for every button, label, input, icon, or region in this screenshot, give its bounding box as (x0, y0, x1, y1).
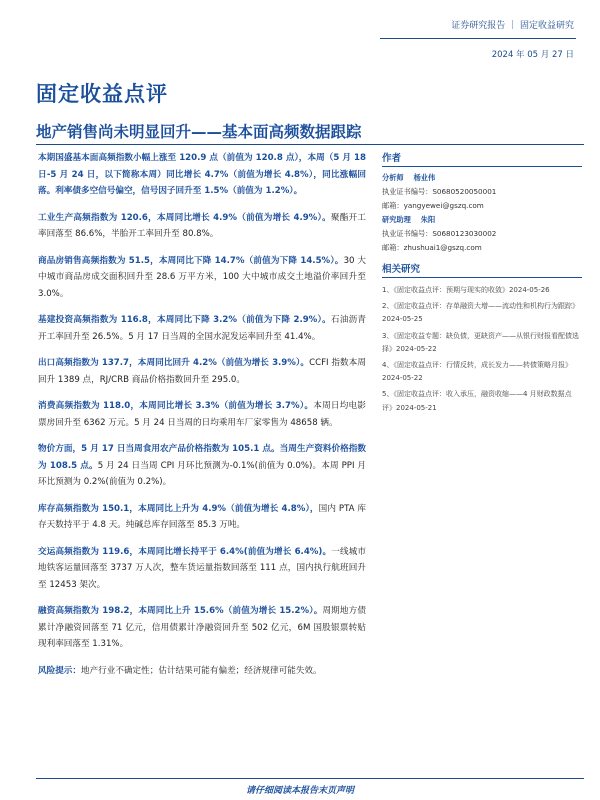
report-body (38, 150, 366, 689)
author-assistant-email[interactable]: 邮箱：zhushuai1@gszq.com (382, 243, 482, 252)
footer-disclaimer: 请仔细阅读本报告末页声明 (245, 786, 354, 796)
report-date: 2024 年 05 月 27 日 (491, 50, 574, 60)
author-analyst: 分析师 杨业伟 (382, 173, 436, 182)
consumption-paragraph: 消费高频指数为 118.0，本周同比增长 3.3%（前值为增长 3.7%）。本周日均电影票房回升至 6362 万元。5 月 24 日当周的日均乘用车厂家零售为 48658 辆。 (38, 401, 366, 428)
authors-heading: 作者 (382, 150, 582, 167)
footer-divider (36, 778, 584, 779)
title-divider (36, 144, 584, 145)
header-divider (380, 38, 576, 39)
related-item[interactable]: 3、《固定收益专题：缺负债，更缺资产——从银行财报看配债选择》2024-05-22 (382, 331, 579, 353)
report-category: 证券研究报告 ｜ 固定收益研究 (451, 21, 574, 31)
infrastructure-paragraph: 基建投资高频指数为 116.8，本周同比下降 3.2%（前值为下降 2.9%）。石油沥青开工率回升至 26.5%。5 月 17 日当周的全国水泥发运率回升至 41.4%。 (38, 315, 366, 342)
summary-paragraph: 本期国盛基本面高频指数小幅上涨至 120.9 点（前值为 120.8 点），本周（5 月 18 日-5 月 24 日，以下简称本周）同比增长 4.7%（前值为增长 4.8%），同比涨幅回落。利率债多空信号偏空，信号因子回升至 1.5%（前值为 1.2%）。 (38, 153, 366, 196)
report-type: 固定收益点评 (36, 82, 168, 106)
housing-paragraph: 商品房销售高频指数为 51.5，本周同比下降 14.7%（前值为下降 14.5%）。30 大中城市商品房成交面积回升至 28.6 万平方米，100 大中城市成交土地溢价率回升至 3.0%。 (38, 255, 366, 299)
industrial-paragraph: 工业生产高频指数为 120.6，本周同比增长 4.9%（前值为增长 4.9%）。聚酯开工率回落至 86.6%，半胎开工率回升至 80.8%。 (38, 212, 366, 239)
related-item[interactable]: 5、《固定收益点评：收入承压，融资收缩——4 月财政数据点评》2024-05-21 (382, 390, 572, 412)
financing-paragraph: 融资高频指数为 198.2，本周同比上升 15.6%（前值为增长 15.2%）。周期地方债累计净融资回落至 71 亿元，信用债累计净融资回升至 502 亿元，6M 国股银票转贴现利率回落至 1.31%。 (38, 606, 366, 649)
author-analyst-email[interactable]: 邮箱：yangyewei@gszq.com (382, 201, 484, 210)
related-heading: 相关研究 (382, 261, 582, 278)
author-analyst-license: 执业证书编号：S0680520050001 (382, 187, 497, 196)
author-assistant-license: 执业证书编号：S0680123030002 (382, 229, 497, 238)
export-paragraph: 出口高频指数为 137.7，本周同比回升 4.2%（前值为增长 3.9%）。CCFI 指数本周回升 1389 点，RJ/CRB 商品价格指数回升至 295.0。 (38, 358, 366, 385)
related-item[interactable]: 2、《固定收益点评：存单融资大增——流动性和机构行为跟踪》2024-05-25 (382, 302, 579, 324)
related-item[interactable]: 1、《固定收益点评：预期与现实的收敛》2024-05-26 (382, 286, 550, 294)
related-item[interactable]: 4、《固定收益点评：行情反转，成长发力——转债策略月报》2024-05-22 (382, 361, 572, 383)
sidebar (382, 150, 582, 415)
inventory-paragraph: 库存高频指数为 150.1，本周同比上升为 4.9%（前值为增长 4.8%），国内 PTA 库存天数持平于 4.8 天。纯碱总库存回落至 85.3 万吨。 (38, 503, 367, 530)
author-assistant: 研究助理 朱阳 (382, 215, 436, 224)
transport-paragraph: 交运高频指数为 119.6，本周同比增长持平于 6.4%(前值为增长 6.4%)。一线城市地铁客运量回落至 3737 万人次，整车货运量指数回落至 111 点，国内执行航班回升至 12453 架次。 (38, 546, 366, 590)
risk-warning: 风险提示：地产行业不确定性；估计结果可能有偏差；经济规律可能失效。 (38, 665, 322, 676)
report-title: 地产销售尚未明显回升——基本面高频数据跟踪 (36, 123, 362, 141)
prices-paragraph: 物价方面，5 月 17 日当周食用农产品价格指数为 105.1 点。当周生产资料价格指数为 108.5 点。5 月 24 日当周 CPI 月环比预测为-0.1%(前值为 0.0%)。本周 PPI 月环比预测为 0.2%(前值为 0.2%)。 (38, 444, 366, 487)
